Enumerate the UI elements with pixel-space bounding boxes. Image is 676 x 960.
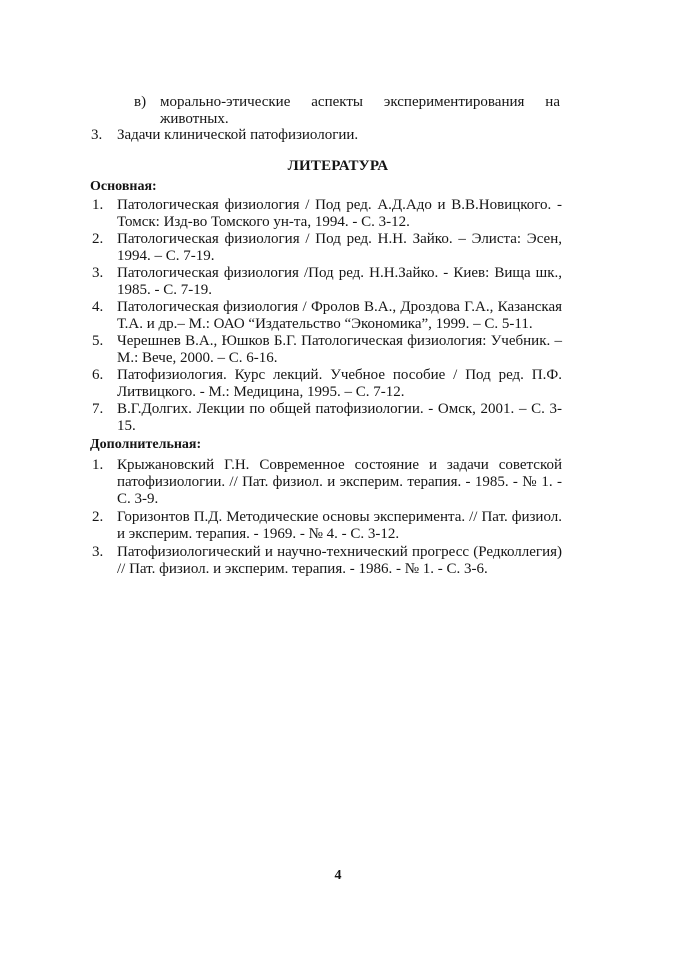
ref-number: 7.	[92, 401, 104, 417]
ref-line: Патофизиологический и научно-технический прогресс (Редколлегия)	[117, 544, 562, 560]
ref-number: 3.	[92, 544, 104, 560]
ref-line: Т.А. и др.– М.: ОАО “Издательство “Экономика”, 1999. – С. 5-11.	[117, 316, 533, 332]
ref-line: 15.	[117, 418, 136, 434]
ref-line: и эксперим. терапия. - 1969. - № 4. - С. 3-12.	[117, 526, 400, 542]
ref-number: 3.	[92, 265, 104, 281]
ref-line: // Пат. физиол. и эксперим. терапия. - 1986. - № 1. - С. 3-6.	[117, 561, 488, 577]
ref-line: Патологическая физиология /Под ред. Н.Н.Зайко. - Киев: Вища шк.,	[117, 265, 562, 281]
ref-line: Литвицкого. - М.: Медицина, 1995. – С. 7-12.	[117, 384, 405, 400]
extra-section-heading: Дополнительная:	[90, 437, 202, 452]
item-v-marker: в)	[134, 94, 147, 110]
item-3-text: Задачи клинической патофизиологии.	[117, 127, 359, 143]
item-3-number: 3.	[91, 127, 103, 143]
ref-line: патофизиологии. // Пат. физиол. и эксперим. терапия. - 1985. - № 1. -	[117, 474, 562, 490]
ref-line: С. 3-9.	[117, 491, 159, 507]
ref-number: 6.	[92, 367, 104, 383]
ref-line: Патологическая физиология / Фролов В.А., Дроздова Г.А., Казанская	[117, 299, 562, 315]
literature-title: ЛИТЕРАТУРА	[287, 158, 389, 174]
item-v-text-line2: животных.	[160, 111, 229, 127]
page-number: 4	[334, 868, 342, 883]
ref-number: 2.	[92, 509, 104, 525]
ref-line: М.: Вече, 2000. – С. 6-16.	[117, 350, 278, 366]
ref-line: Томск: Изд-во Томского ун-та, 1994. - С. 3-12.	[117, 214, 410, 230]
ref-line: 1985. - С. 7-19.	[117, 282, 212, 298]
ref-line: 1994. – С. 7-19.	[117, 248, 215, 264]
ref-number: 5.	[92, 333, 104, 349]
ref-number: 2.	[92, 231, 104, 247]
ref-line: В.Г.Долгих. Лекции по общей патофизиологии. - Омск, 2001. – С. 3-	[117, 401, 562, 417]
ref-line: Крыжановский Г.Н. Современное состояние и задачи советской	[117, 457, 562, 473]
ref-line: Патологическая физиология / Под ред. Н.Н. Зайко. – Элиста: Эсен,	[117, 231, 562, 247]
ref-line: Патофизиология. Курс лекций. Учебное пособие / Под ред. П.Ф.	[117, 367, 562, 383]
ref-line: Черешнев В.А., Юшков Б.Г. Патологическая физиология: Учебник. –	[117, 333, 562, 349]
ref-number: 1.	[92, 197, 104, 213]
ref-number: 1.	[92, 457, 104, 473]
item-v-text-line1: морально-этические аспекты экспериментирования на	[160, 94, 560, 110]
main-section-heading: Основная:	[90, 179, 157, 194]
ref-line: Горизонтов П.Д. Методические основы эксперимента. // Пат. физиол.	[117, 509, 562, 525]
ref-line: Патологическая физиология / Под ред. А.Д.Адо и В.В.Новицкого. -	[117, 197, 562, 213]
ref-number: 4.	[92, 299, 104, 315]
